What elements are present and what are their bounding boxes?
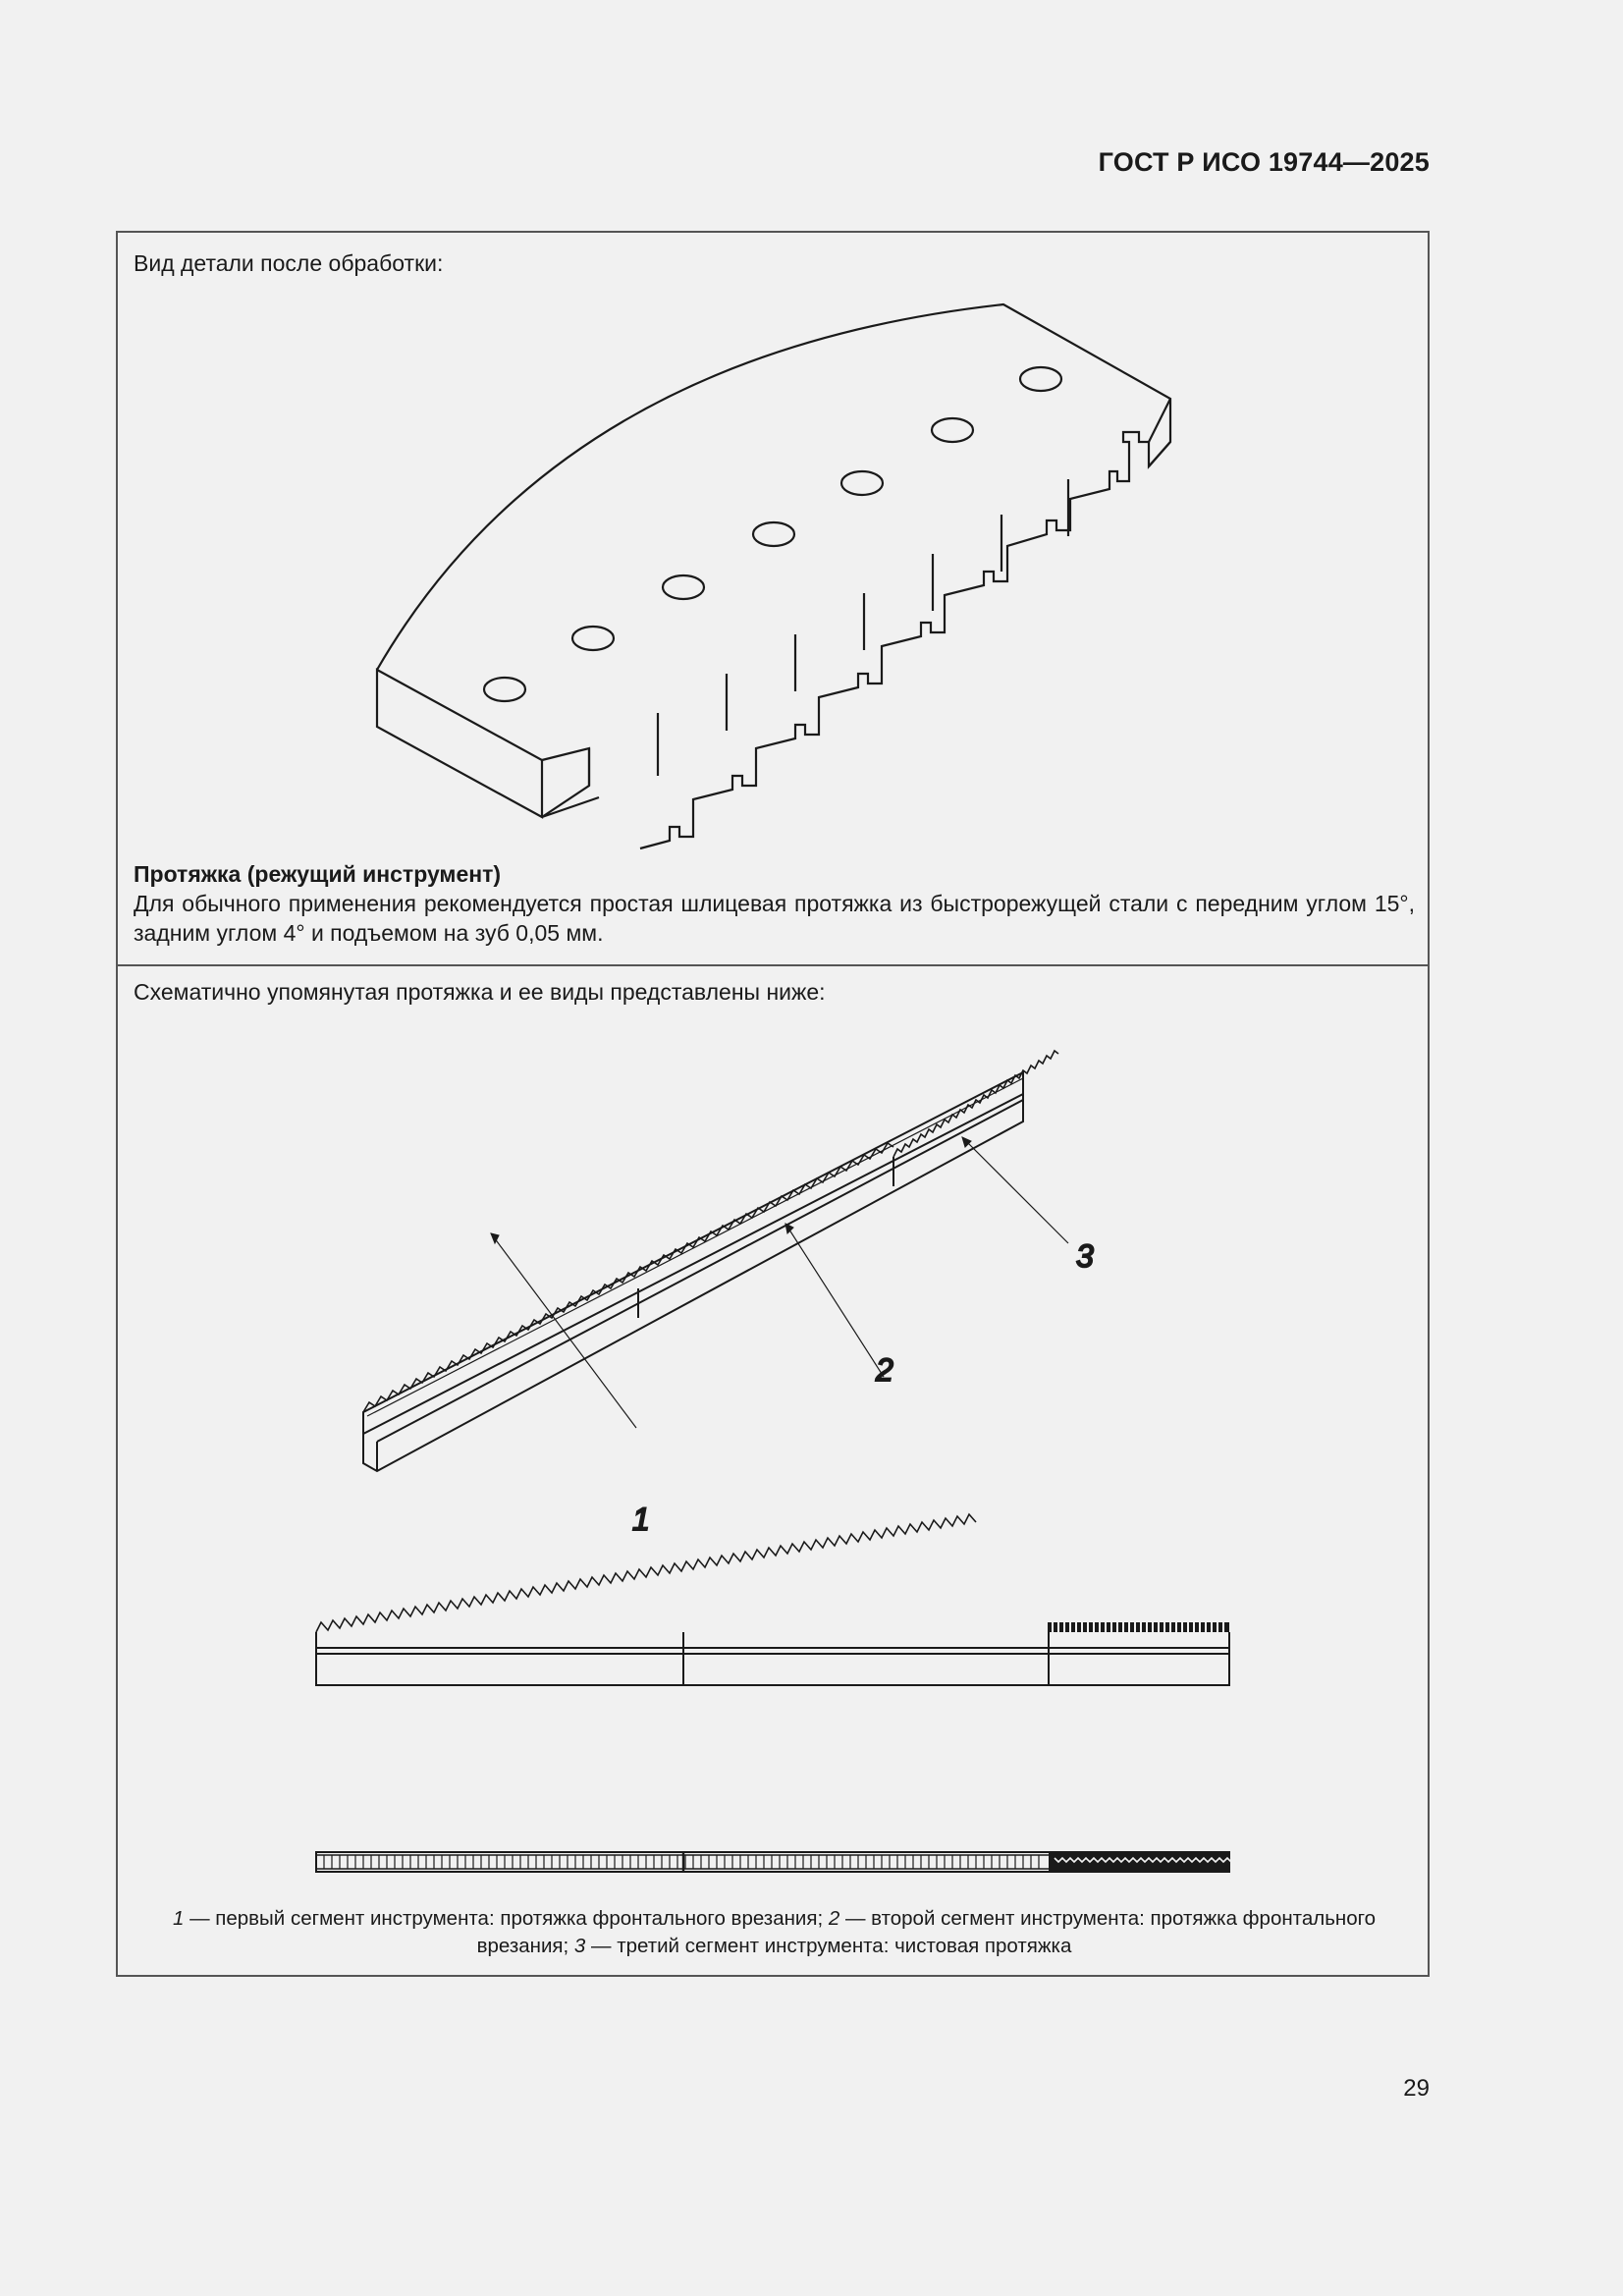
- caption-num-2: 2: [828, 1907, 840, 1930]
- caption-text-2: — второй сегмент инструмента: протяжка фронтального врезания;: [476, 1907, 1377, 1957]
- caption-num-1: 1: [172, 1907, 185, 1930]
- broach-description: Для обычного применения рекомендуется простая шлицевая протяжка из быстрорежущей стали с передним углом 15°, задним углом 4° и подъемом на зуб 0,05 мм.: [134, 891, 1415, 946]
- document-header: ГОСТ Р ИСО 19744—2025: [1098, 147, 1430, 177]
- part-view-intro: Вид детали после обработки:: [134, 250, 444, 276]
- section-divider: [118, 964, 1428, 966]
- caption-text-1: — первый сегмент инструмента: протяжка фронтального врезания;: [184, 1907, 829, 1930]
- caption-text-3: — третий сегмент инструмента: чистовая протяжка: [585, 1935, 1072, 1957]
- callout-label-2: 2: [876, 1352, 893, 1388]
- machined-part-drawing: [363, 295, 1188, 845]
- broach-side-view: [312, 1618, 1231, 1687]
- page-number: 29: [1403, 2075, 1430, 2102]
- schematic-intro: Схематично упомянутая протяжка и ее виды представлены ниже:: [134, 979, 826, 1005]
- broach-top-view: [312, 1848, 1231, 1874]
- broach-title: Протяжка (режущий инструмент): [134, 861, 502, 887]
- callout-label-3: 3: [1076, 1238, 1094, 1274]
- callout-label-1: 1: [632, 1502, 650, 1537]
- broach-isometric-drawing: [353, 1031, 1100, 1542]
- figure-caption: [134, 1905, 1415, 1960]
- caption-num-3: 3: [573, 1935, 586, 1957]
